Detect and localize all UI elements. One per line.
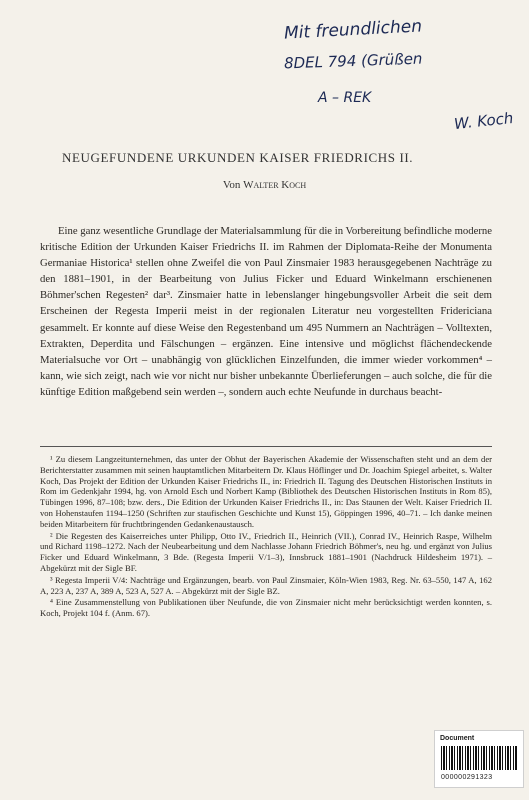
handwritten-signature: W. Koch <box>453 108 515 134</box>
footnotes <box>40 454 492 620</box>
handwritten-dedication-line-3: A – REK <box>318 90 372 106</box>
article-body <box>40 223 492 400</box>
footnote-3: ³ Regesta Imperii V/4: Nachträge und Ergänzungen, bearb. von Paul Zinsmaier, Köln-Wien 1983, Reg. Nr. 63–550, 147 A, 162 A, 223 A, 237 A, 389 A, 523 A, 527 A. – Abgekürzt mit der Sigle BZ. <box>40 574 492 596</box>
footnote-4: ⁴ Eine Zusammenstellung von Publikationen über Neufunde, die von Zinsmaier nicht mehr berücksichtigt werden konnten, s. Koch, Projekt 104 f. (Anm. 67). <box>40 597 492 619</box>
footnote-divider <box>40 446 492 447</box>
byline-prefix: Von <box>222 179 241 191</box>
handwritten-dedication-line-1: Mit freundlichen <box>283 16 423 44</box>
footnote-1: ¹ Zu diesem Langzeitunternehmen, das unter der Obhut der Bayerischen Akademie der Wissenschaften steht und an dem der Berichterstatter zusammen mit seinen hauptamtlichen Mitarbeitern Dr. Klaus Höflinger und Dr. Joachim Spiegel arbeitet, s. Walter Koch, Das Projekt der Edition der Urkunden Kaiser Friedrichs II., in: Friedrich II. Tagung des Deutschen Historischen Instituts in Rom im Gedenkjahr 1994, hg. von Arnold Esch und Norbert Kamp (Bibliothek des Deutschen Historischen Instituts in Rom 85), Tübingen 1996, 87–108; bzw. ders., Die Edition der Urkunden Kaiser Friedrichs II., in: Das Staunen der Welt. Kaiser Friedrich II. von Hohenstaufen 1194–1250 (Schriften zur staufischen Geschichte und Kunst 15), Göppingen 1996, 40–71. – Ich danke meinen beiden Mitarbeitern für fruchtbringenden Gedankenaustausch. <box>40 454 492 529</box>
handwritten-dedication-line-2: 8DEL 794 (Grüßen <box>283 49 423 73</box>
body-paragraph: Eine ganz wesentliche Grundlage der Materialsammlung für die in Vorbereitung befindliche moderne kritische Edition der Urkunden Kaiser Friedrichs II. im Rahmen der Diplomata-Reihe der Monumenta Germaniae Historica¹ stellen ohne Zweifel die von Paul Zinsmaier 1983 herausgegebenen Nachträge zu den 1881–1901, in der Bearbeitung von Julius Ficker und Eduard Winkelmann erschienenen Böhmer'schen Regesten² dar³. Zinsmaier hatte in lebenslanger hingebungsvoller Arbeit die seit dem Erscheinen der Regesta Imperii meist in der regionalen Literatur neu vorgestellten Fridericiana gesammelt. Er konnte auf diese Weise den Regestenband um 495 Nummern an Nachträgen – Volltexten, Extrakten, Deperdita und Fälschungen – ergänzen. Eine intensive und möglichst flächendeckende Materialsuche vor Ort – unabhängig von glücklichen Einzelfunden, die immer wieder vorkommen⁴ – kann, wie sich zeigt, nach wie vor nicht nur bisher unbekannte Überlieferungen – auch solche, die für die künftige Edition maßgebend sein werden –, sondern auch echte Neufunde in durchaus beacht- <box>40 225 492 398</box>
article-byline <box>0 179 529 191</box>
barcode-icon <box>441 746 517 770</box>
barcode-label <box>434 730 524 788</box>
label-number: 000000291323 <box>441 774 493 781</box>
footnote-2: ² Die Regesten des Kaiserreiches unter Philipp, Otto IV., Friedrich II., Heinrich (VII.), Conrad IV., Heinrich Raspe, Wilhelm und Richard 1198–1272. Nach der Neubearbeitung und dem Nachlasse Johann Friedrich Böhmer's, neu hg. und ergänzt von Julius Ficker und Eduard Winkelmann, 3 Bde. (Regesta Imperii V/1–3), Innsbruck 1881–1901 (Nachdruck Hildesheim 1971). – Abgekürzt mit der Sigle BF. <box>40 530 492 573</box>
label-title: Document <box>440 735 475 742</box>
author-name: Walter Koch <box>243 179 307 191</box>
article-title: NEUGEFUNDENE URKUNDEN KAISER FRIEDRICHS II. <box>62 150 414 165</box>
